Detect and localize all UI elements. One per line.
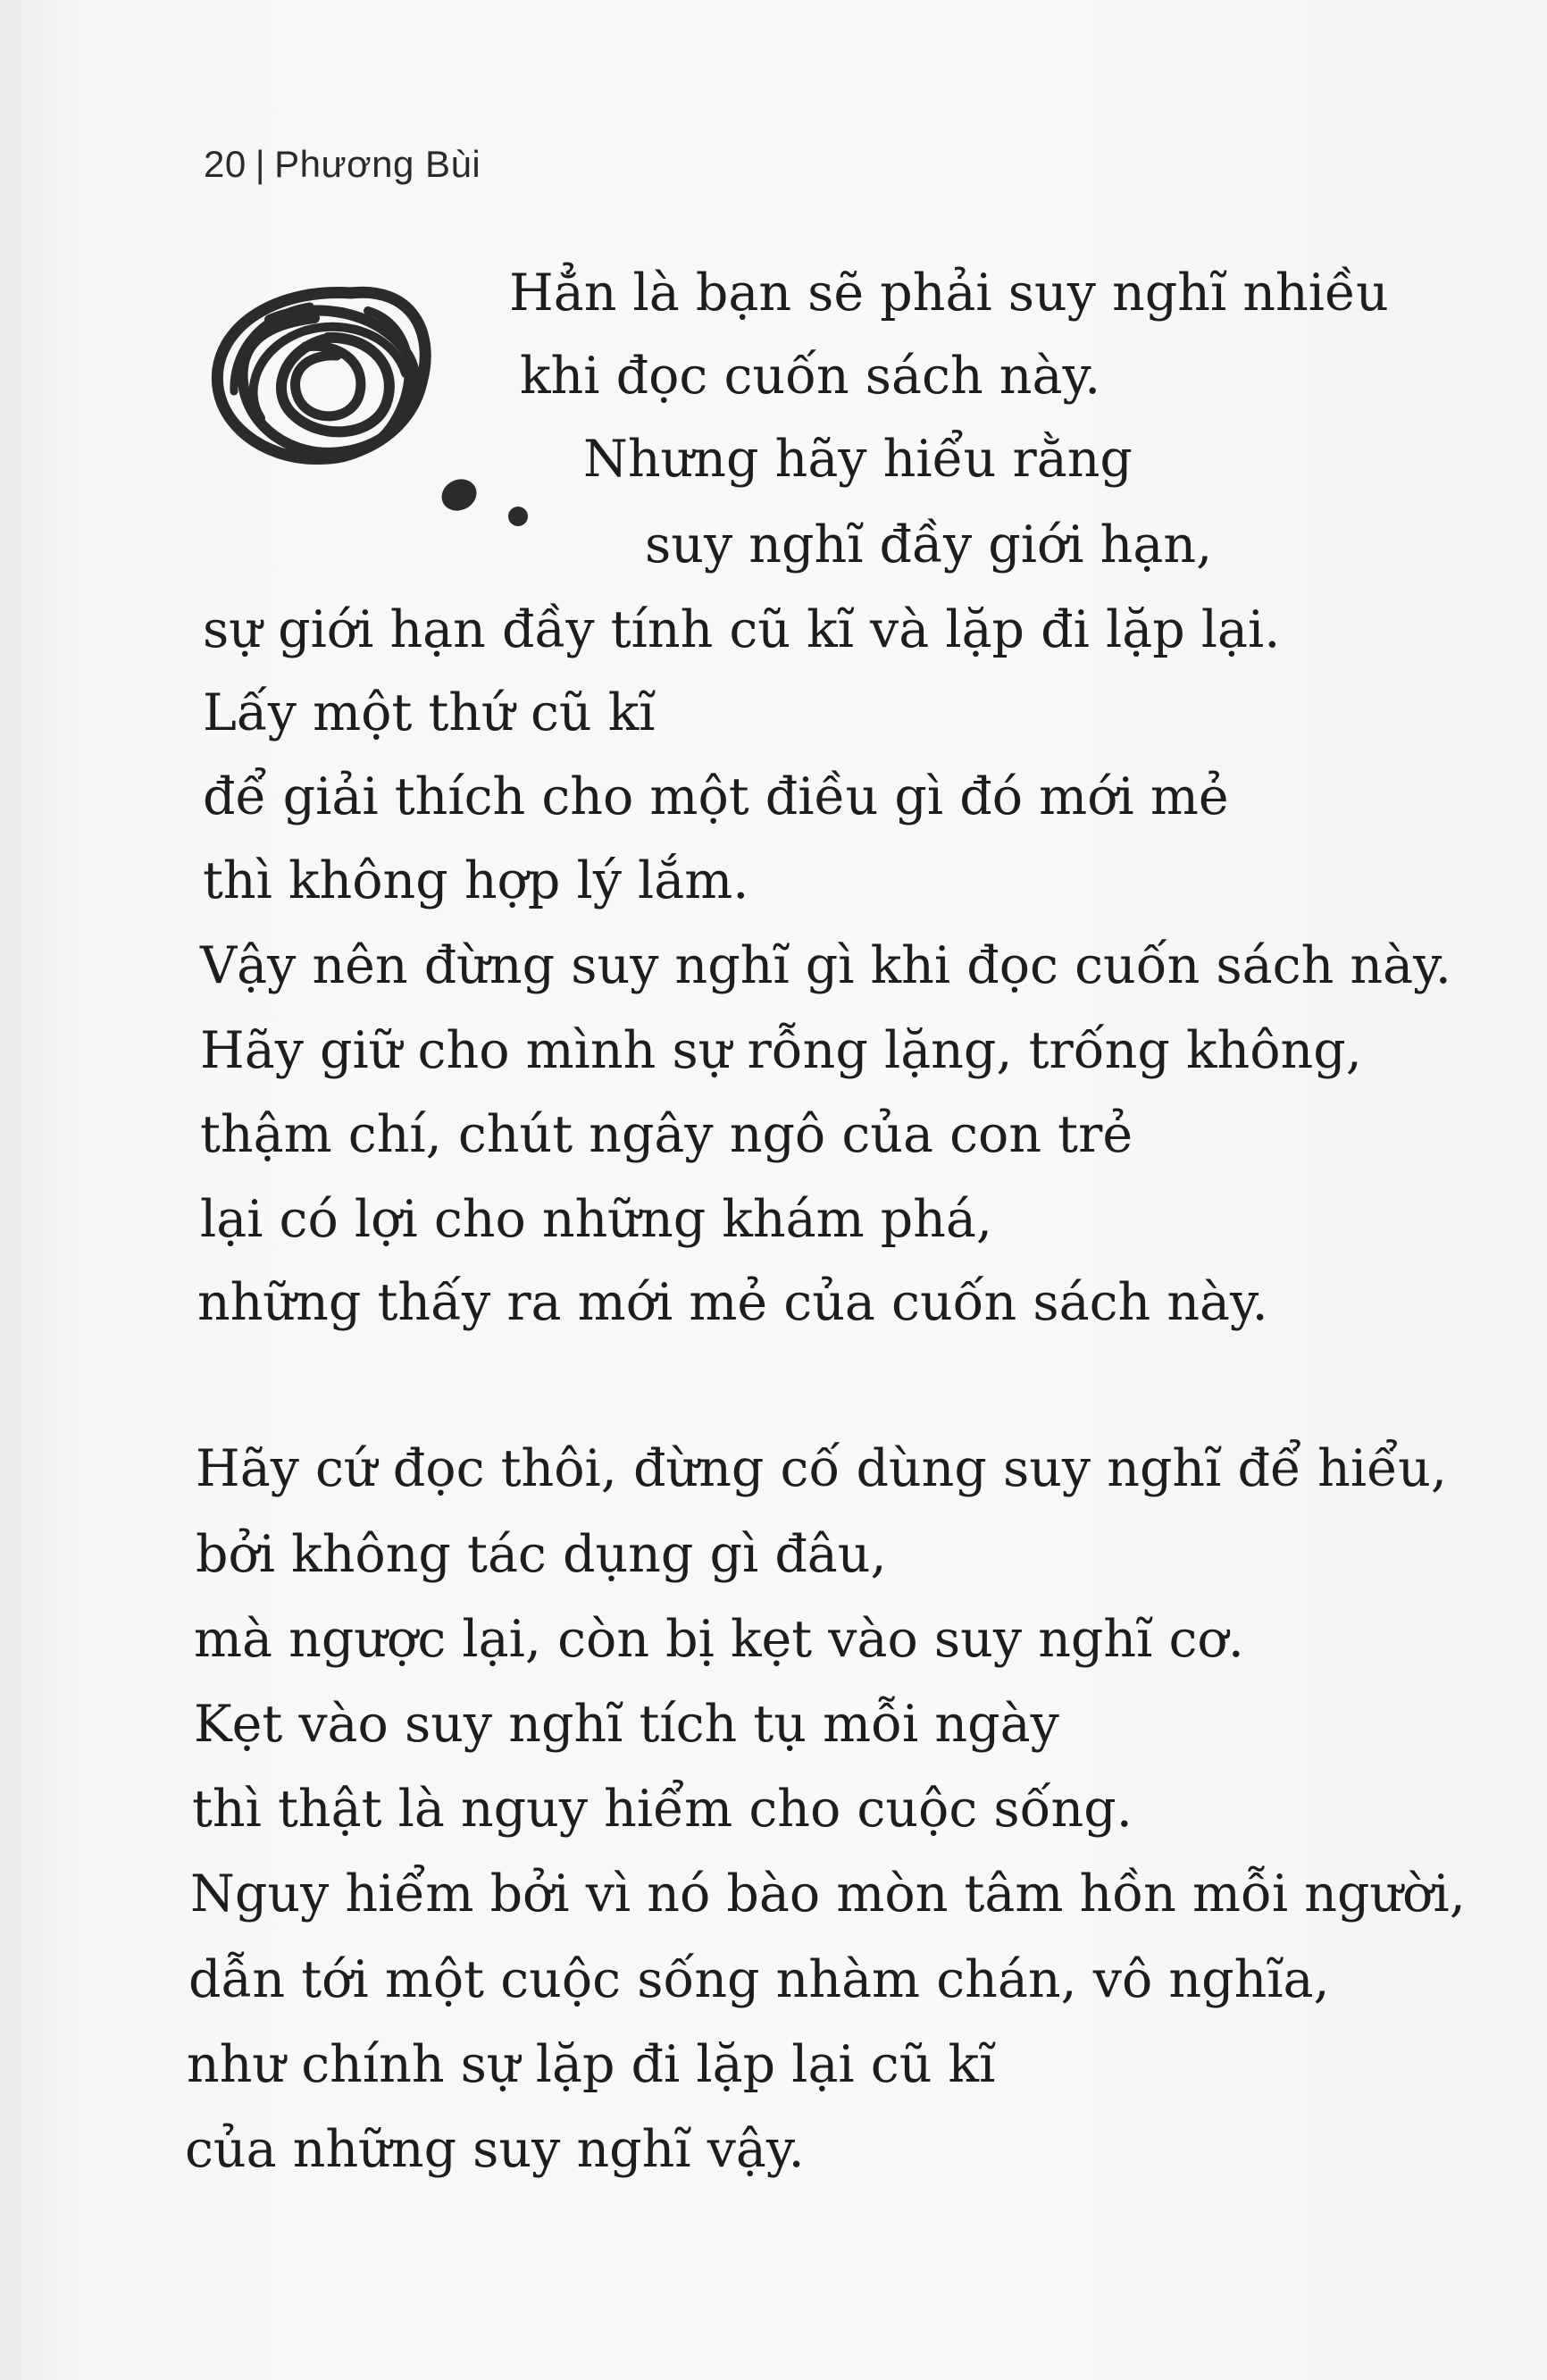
poem-line: của những suy nghĩ vậy. (185, 2120, 805, 2179)
poem-line: Nhưng hãy hiểu rằng (583, 430, 1133, 489)
poem-line: Hãy giữ cho mình sự rỗng lặng, trống không, (200, 1021, 1362, 1080)
poem-line: khi đọc cuốn sách này. (520, 347, 1101, 406)
poem-line: mà ngược lại, còn bị kẹt vào suy nghĩ cơ. (194, 1610, 1244, 1669)
poem-line: suy nghĩ đầy giới hạn, (645, 515, 1213, 574)
poem-line: như chính sự lặp đi lặp lại cũ kĩ (187, 2035, 996, 2094)
poem-line: Lấy một thứ cũ kĩ (203, 683, 656, 742)
thought-bubble-scribble-icon (207, 284, 547, 543)
poem-line: dẫn tới một cuộc sống nhàm chán, vô nghĩa, (188, 1950, 1330, 2009)
poem-line: Hãy cứ đọc thôi, đừng cố dùng suy nghĩ để hiểu, (196, 1439, 1448, 1498)
poem-line: sự giới hạn đầy tính cũ kĩ và lặp đi lặp lại. (203, 600, 1281, 659)
poem-line: thì thật là nguy hiểm cho cuộc sống. (192, 1780, 1133, 1839)
page-number: 20 (204, 143, 247, 185)
poem-line: thì không hợp lý lắm. (203, 851, 749, 910)
poem-line: lại có lợi cho những khám phá, (200, 1190, 993, 1249)
page-header (204, 143, 481, 186)
poem-line: thậm chí, chút ngây ngô của con trẻ (200, 1105, 1133, 1164)
poem-line: Vậy nên đừng suy nghĩ gì khi đọc cuốn sách này. (200, 936, 1451, 995)
header-separator: | (255, 143, 266, 185)
poem-line: những thấy ra mới mẻ của cuốn sách này. (197, 1273, 1268, 1332)
poem-line: Kẹt vào suy nghĩ tích tụ mỗi ngày (194, 1695, 1059, 1754)
poem-line: Hẳn là bạn sẽ phải suy nghĩ nhiều (509, 264, 1389, 323)
poem-line: Nguy hiểm bởi vì nó bào mòn tâm hồn mỗi người, (190, 1865, 1466, 1923)
poem-line: bởi không tác dụng gì đâu, (196, 1525, 887, 1584)
author-name: Phương Bùi (274, 143, 481, 185)
poem-line: để giải thích cho một điều gì đó mới mẻ (203, 767, 1229, 826)
